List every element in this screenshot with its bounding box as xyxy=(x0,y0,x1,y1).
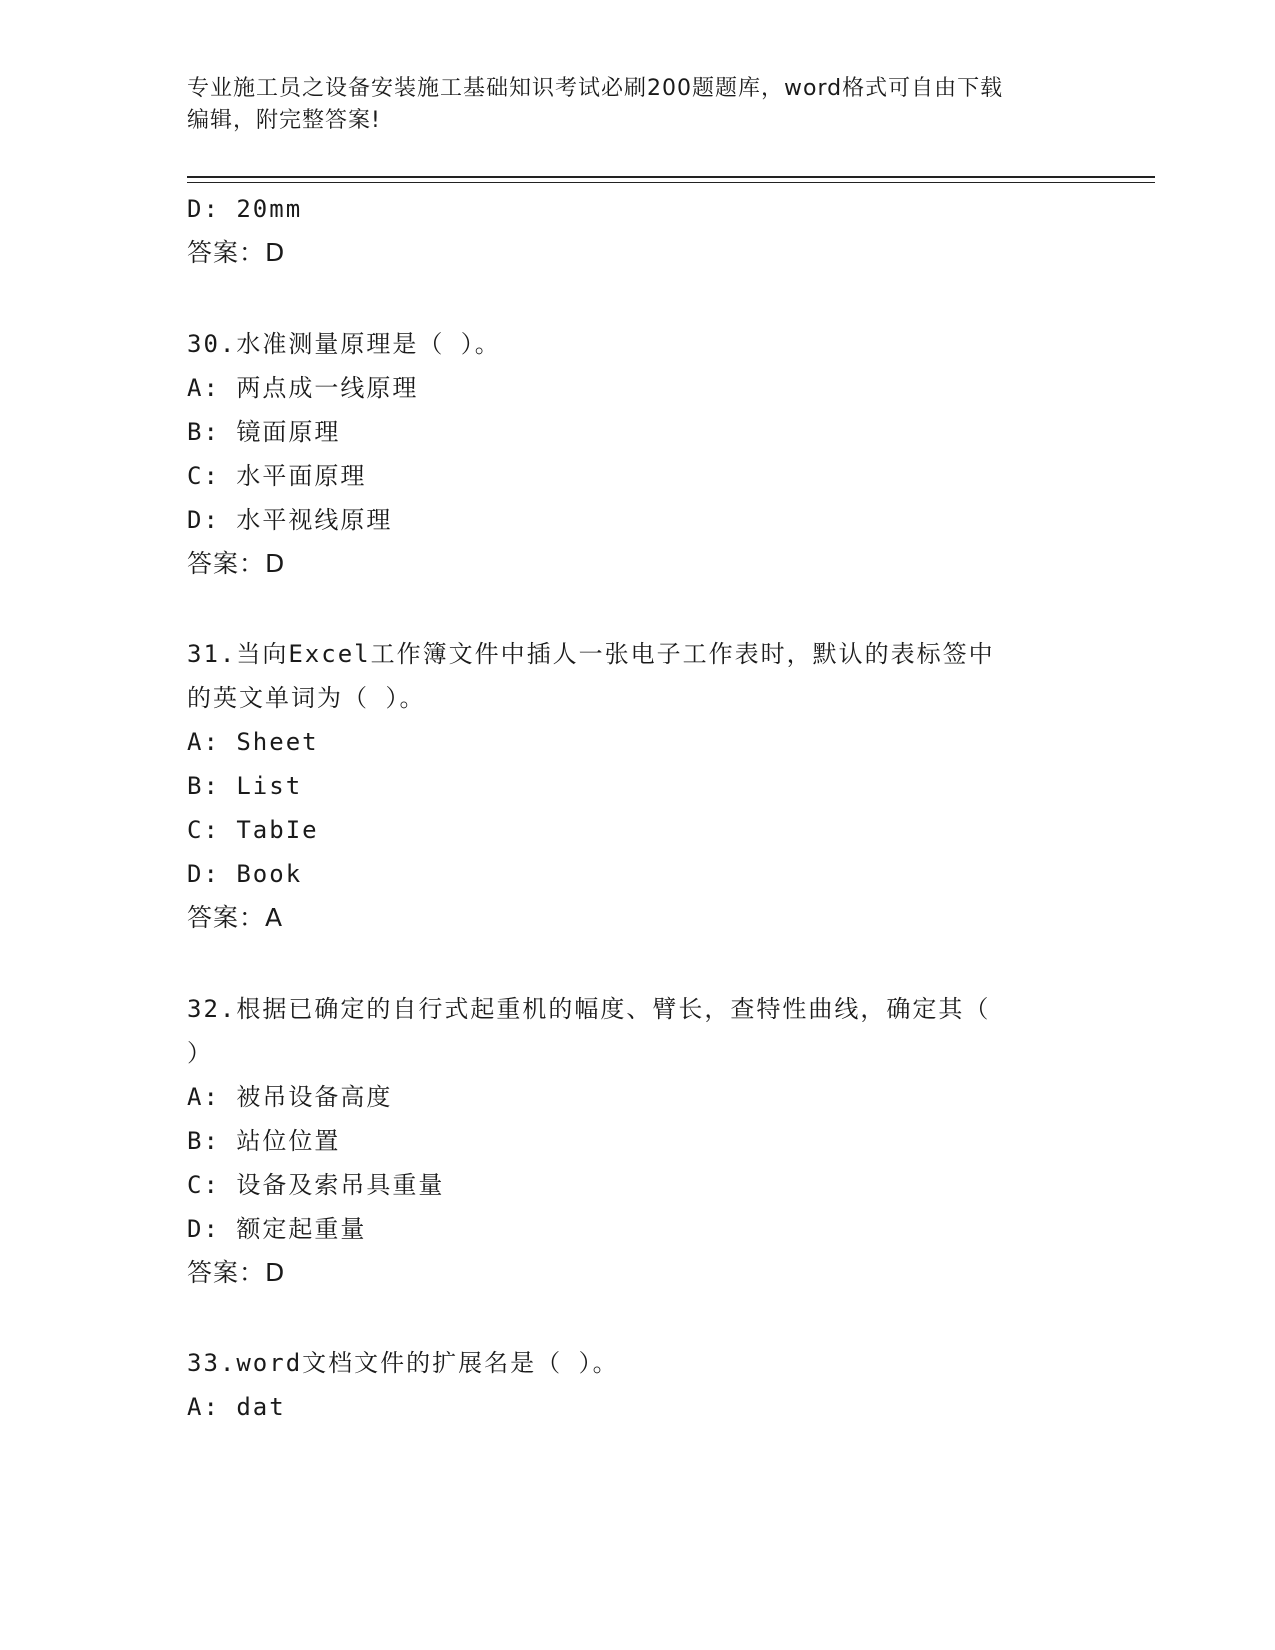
option-b: B: 镜面原理 xyxy=(187,418,341,446)
option-a: A: dat xyxy=(187,1393,286,1421)
header-divider-thin xyxy=(187,182,1155,183)
document-header xyxy=(187,73,1067,137)
option-d: D: 额定起重量 xyxy=(187,1215,367,1243)
question-32-text-line-1: 32.根据已确定的自行式起重机的幅度、臂长，查特性曲线，确定其（ xyxy=(187,995,991,1023)
option-d: D: Book xyxy=(187,860,303,888)
answer-text: 答案：A xyxy=(187,903,284,932)
option-a: A: Sheet xyxy=(187,728,319,756)
answer-text: 答案：D xyxy=(187,549,286,578)
option-d: D: 水平视线原理 xyxy=(187,506,393,534)
question-31-text-line-2: 的英文单词为（ ）。 xyxy=(187,684,426,712)
question-31-text-line-1: 31.当向Excel工作簿文件中插人一张电子工作表时，默认的表标签中 xyxy=(187,640,995,668)
option-b: B: List xyxy=(187,772,303,800)
question-30-text: 30.水准测量原理是（ ）。 xyxy=(187,330,501,358)
header-line-1: 专业施工员之设备安装施工基础知识考试必刷200题题库，word格式可自由下载 xyxy=(187,76,1004,101)
answer-text: 答案：D xyxy=(187,1258,286,1287)
question-33-text: 33.word文档文件的扩展名是（ ）。 xyxy=(187,1349,619,1377)
answer-text: 答案：D xyxy=(187,238,286,267)
header-line-2: 编辑，附完整答案! xyxy=(187,108,381,133)
option-c: C: 设备及索吊具重量 xyxy=(187,1171,445,1199)
option-d: D: 20mm xyxy=(187,195,303,223)
option-c: C: 水平面原理 xyxy=(187,462,367,490)
option-a: A: 两点成一线原理 xyxy=(187,374,419,402)
option-c: C: TabIe xyxy=(187,816,319,844)
option-b: B: 站位位置 xyxy=(187,1127,341,1155)
header-divider xyxy=(187,176,1155,178)
question-32-text-line-2: ） xyxy=(187,1039,213,1067)
option-a: A: 被吊设备高度 xyxy=(187,1083,393,1111)
